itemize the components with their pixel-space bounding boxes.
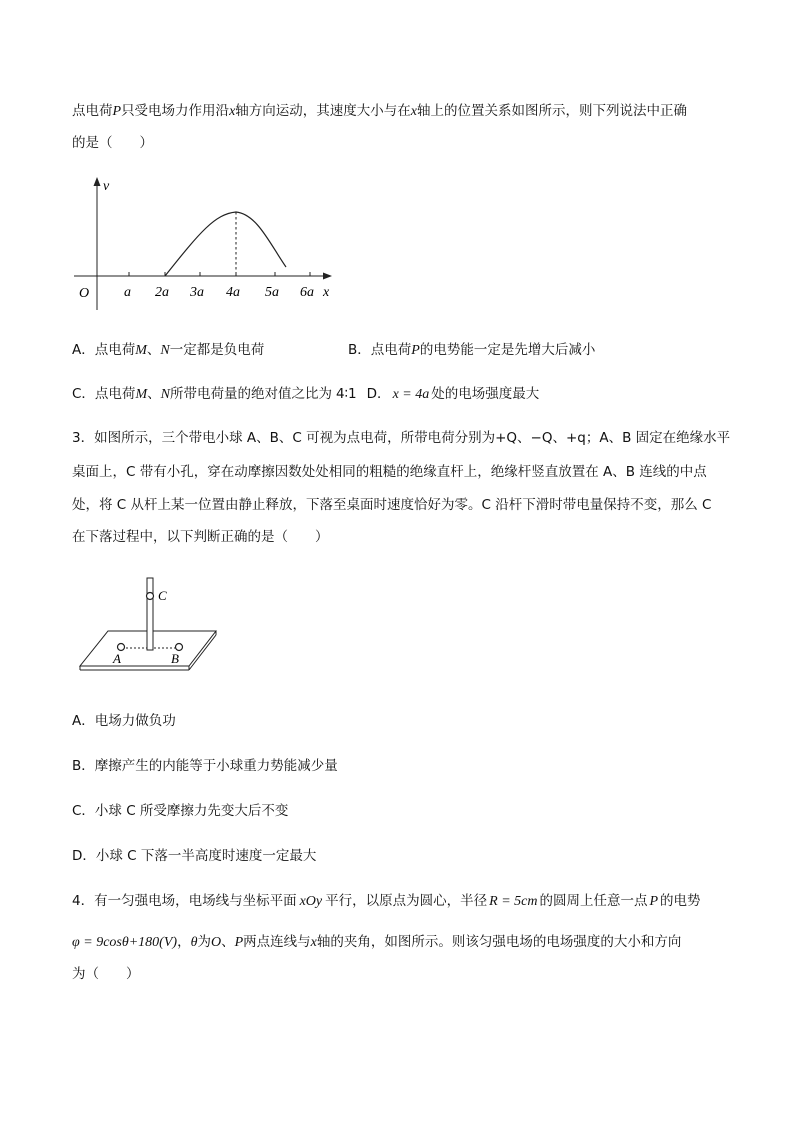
velocity-curve — [165, 212, 286, 276]
question-3-option-b[interactable]: B．摩擦产生的内能等于小球重力势能减少量 — [72, 758, 338, 774]
y-axis-arrow — [94, 177, 101, 186]
question-prev-line-2: 的是（ ） — [72, 135, 153, 151]
question-4-line-2: φ = 9cosθ+180(V)，θ为O、P两点连线与x轴的夹角，如图所示。则该匀强电场的电场强度的大小和方向 — [72, 934, 682, 950]
label-b: B — [171, 651, 179, 666]
tick-label-2a: 2a — [155, 285, 169, 300]
insulating-rod — [147, 578, 153, 650]
x-axis-label: x — [323, 285, 330, 300]
tick-label-3a: 3a — [190, 285, 204, 300]
label-c: C — [158, 588, 167, 603]
question-3-option-d[interactable]: D．小球 C 下落一半高度时速度一定最大 — [72, 848, 317, 864]
question-prev-option-c[interactable]: C．点电荷M、N所带电荷量的绝对值之比为 4∶1 D． x = 4a 处的电场强度最大 — [72, 386, 540, 402]
question-4-line-3: 为（ ） — [72, 966, 140, 982]
question-4-line-1: 4．有一匀强电场，电场线与坐标平面 xOy 平行，以原点为圆心，半径 R = 5cm 的圆周上任意一点 P 的电势 — [72, 893, 701, 909]
question-3-line-4: 在下落过程中，以下判断正确的是（ ） — [72, 529, 329, 545]
velocity-position-graph — [70, 172, 340, 312]
v-axis-label: v — [103, 179, 110, 194]
origin-label: O — [79, 286, 90, 301]
question-3-option-a[interactable]: A．电场力做负功 — [72, 713, 176, 729]
table-edge-side — [189, 635, 216, 670]
question-prev-line-1: 点电荷P只受电场力作用沿x轴方向运动，其速度大小与在x轴上的位置关系如图所示，则下列说法中正确 — [72, 103, 687, 119]
ball-b — [176, 644, 183, 651]
question-3-line-1: 3．如图所示，三个带电小球 A、B、C 可视为点电荷，所带电荷分别为+Q、−Q、+q；A、B 固定在绝缘水平 — [72, 430, 731, 446]
question-prev-option-d[interactable]: D． — [366, 386, 391, 402]
ball-c — [147, 593, 154, 600]
tick-label-6a: 6a — [300, 285, 314, 300]
question-prev-option-a[interactable]: A．点电荷M、N一定都是负电荷 — [72, 342, 265, 358]
question-3-option-c[interactable]: C．小球 C 所受摩擦力先变大后不变 — [72, 803, 289, 819]
tick-label-a: a — [124, 285, 131, 300]
label-a: A — [113, 651, 121, 666]
ball-a — [118, 644, 125, 651]
charged-balls-rod-figure — [76, 574, 222, 676]
x-axis-arrow — [323, 273, 332, 280]
tick-label-5a: 5a — [265, 285, 279, 300]
question-3-line-2: 桌面上，C 带有小孔，穿在动摩擦因数处处相同的粗糙的绝缘直杆上，绝缘杆竖直放置在 A、B 连线的中点 — [72, 464, 707, 480]
question-3-line-3: 处，将 C 从杆上某一位置由静止释放，下落至桌面时速度恰好为零。C 沿杆下滑时带电量保持不变，那么 C — [72, 497, 712, 513]
question-prev-option-b[interactable]: B．点电荷P的电势能一定是先增大后减小 — [348, 342, 596, 358]
tick-label-4a: 4a — [226, 285, 240, 300]
